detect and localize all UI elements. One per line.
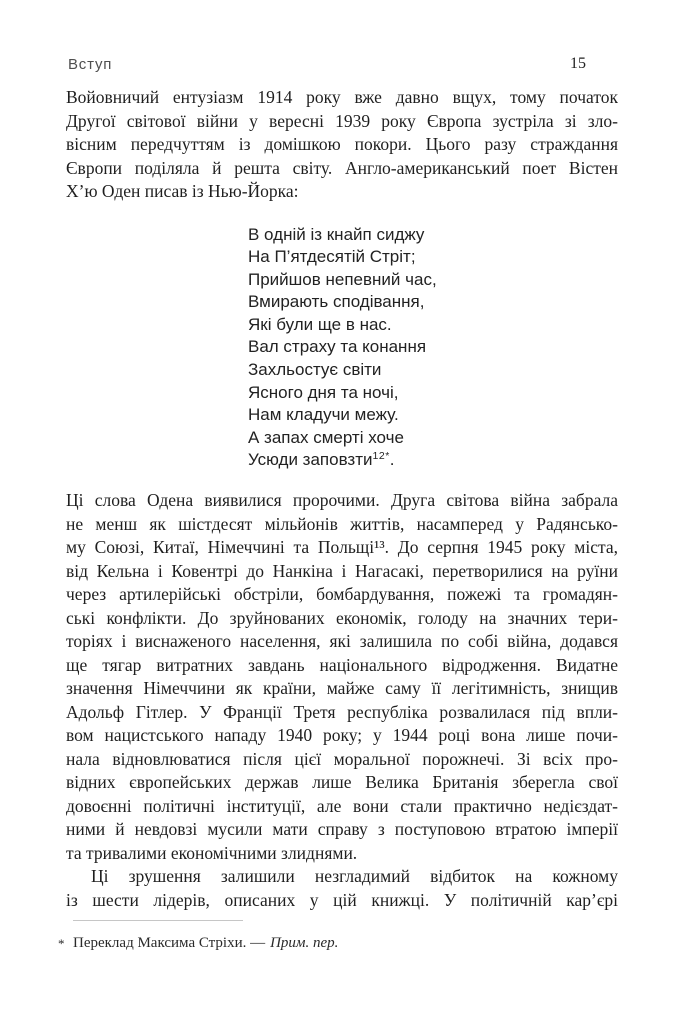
poem-line: Вмирають сподівання, <box>248 292 425 312</box>
footnote-text <box>73 934 338 953</box>
poem-last-line-suffix: . <box>389 450 395 470</box>
poem-line: Ясного дня та ночі, <box>248 382 399 402</box>
text-line: ські конфлікти. До зруйнованих економік, голоду на значних тери- <box>66 607 618 628</box>
paragraph-2 <box>66 489 618 865</box>
poem-line: На П’ятдесятій Стріт; <box>248 247 416 267</box>
text-line: через артилерійські обстріли, бомбардування, пожежі та громадян- <box>66 584 618 605</box>
text-line: вом нацистського нападу 1940 року; у 1944 році вона лише почи- <box>66 725 618 746</box>
footnote-divider <box>73 920 243 921</box>
text-line: Другої світової війни у вересні 1939 року Європа зустріла зі зло- <box>66 110 618 131</box>
paragraph-1 <box>66 86 618 204</box>
footnote-reference: 12* <box>372 450 390 463</box>
poem-line: Прийшов непевний час, <box>248 269 437 289</box>
poem-line: Захльостує світи <box>248 360 382 380</box>
text-line: відних європейських держав лише Велика Британія зберегла свої <box>66 772 618 793</box>
poem-line: Вал страху та конання <box>248 337 427 357</box>
text-line: торіях і виснаженого населення, які залишила по собі війна, додався <box>66 631 618 652</box>
text-line: Ці зрушення залишили незгладимий відбиток на кожному <box>91 866 618 887</box>
text-line: Войовничий ентузіазм 1914 року вже давно вщух, тому початок <box>66 87 618 107</box>
text-line: ними й невдовзі мусили мати справу з поступовою втратою імперії <box>66 819 618 840</box>
paragraph-3 <box>66 865 618 912</box>
text-line: із шести лідерів, описаних у цій книжці. У політичній кар’єрі <box>66 889 618 910</box>
text-line: не менш як шістдесят мільйонів життів, насамперед у Радянсько- <box>66 513 618 534</box>
poem-line: В одній із кнайп сиджу <box>248 224 425 244</box>
running-head: Вступ <box>68 56 113 73</box>
text-line: Європи поділяла й решта світу. Англо-американський поет Вістен <box>66 157 618 178</box>
poem-blockquote <box>248 224 618 473</box>
text-line: значення Німеччини як країни, майже саму її легітимність, знищив <box>66 678 618 699</box>
text-line: довоєнні політичні інституції, але вони стали практично недієздат- <box>66 795 618 816</box>
text-block <box>66 86 618 912</box>
text-line: Ці слова Одена виявилися пророчими. Друга світова війна забрала <box>66 490 618 511</box>
poem-line: Нам кладучи межу. <box>248 405 399 425</box>
footnote-text-italic: Прим. пер. <box>270 935 339 951</box>
poem-line: А запах смерті хоче <box>248 427 404 447</box>
poem-last-line-text: Усюди заповзти <box>248 450 373 470</box>
poem-line: Які були ще в нас. <box>248 314 392 334</box>
footnote <box>58 934 618 953</box>
text-line: нала відновлюватися після цієї моральної порожнечі. Зі всіх про- <box>66 748 618 769</box>
footnote-marker: * <box>58 936 65 951</box>
text-line: ще тягар витратних завдань національного відродження. Видатне <box>66 654 618 675</box>
text-line: від Кельна і Ковентрі до Нанкіна і Нагасакі, перетворилися на руїни <box>66 560 618 581</box>
text-line: Х’ю Оден писав із Нью-Йорка: <box>66 181 299 201</box>
poem-lines <box>248 224 618 450</box>
text-line: му Союзі, Китаї, Німеччині та Польщі¹³. До серпня 1945 року міста, <box>66 537 618 558</box>
poem-line-last <box>248 449 618 472</box>
page-number: 15 <box>570 55 586 72</box>
footnote-area <box>58 920 618 953</box>
text-line: та тривалими економічними злиднями. <box>66 842 358 863</box>
text-line: Адольф Гітлер. У Франції Третя республіка розвалилася під впли- <box>66 701 618 722</box>
footnote-text-main: Переклад Максима Стріхи. — <box>73 935 266 951</box>
text-line: вісним передчуттям із домішкою покори. Цього разу страждання <box>66 134 618 154</box>
